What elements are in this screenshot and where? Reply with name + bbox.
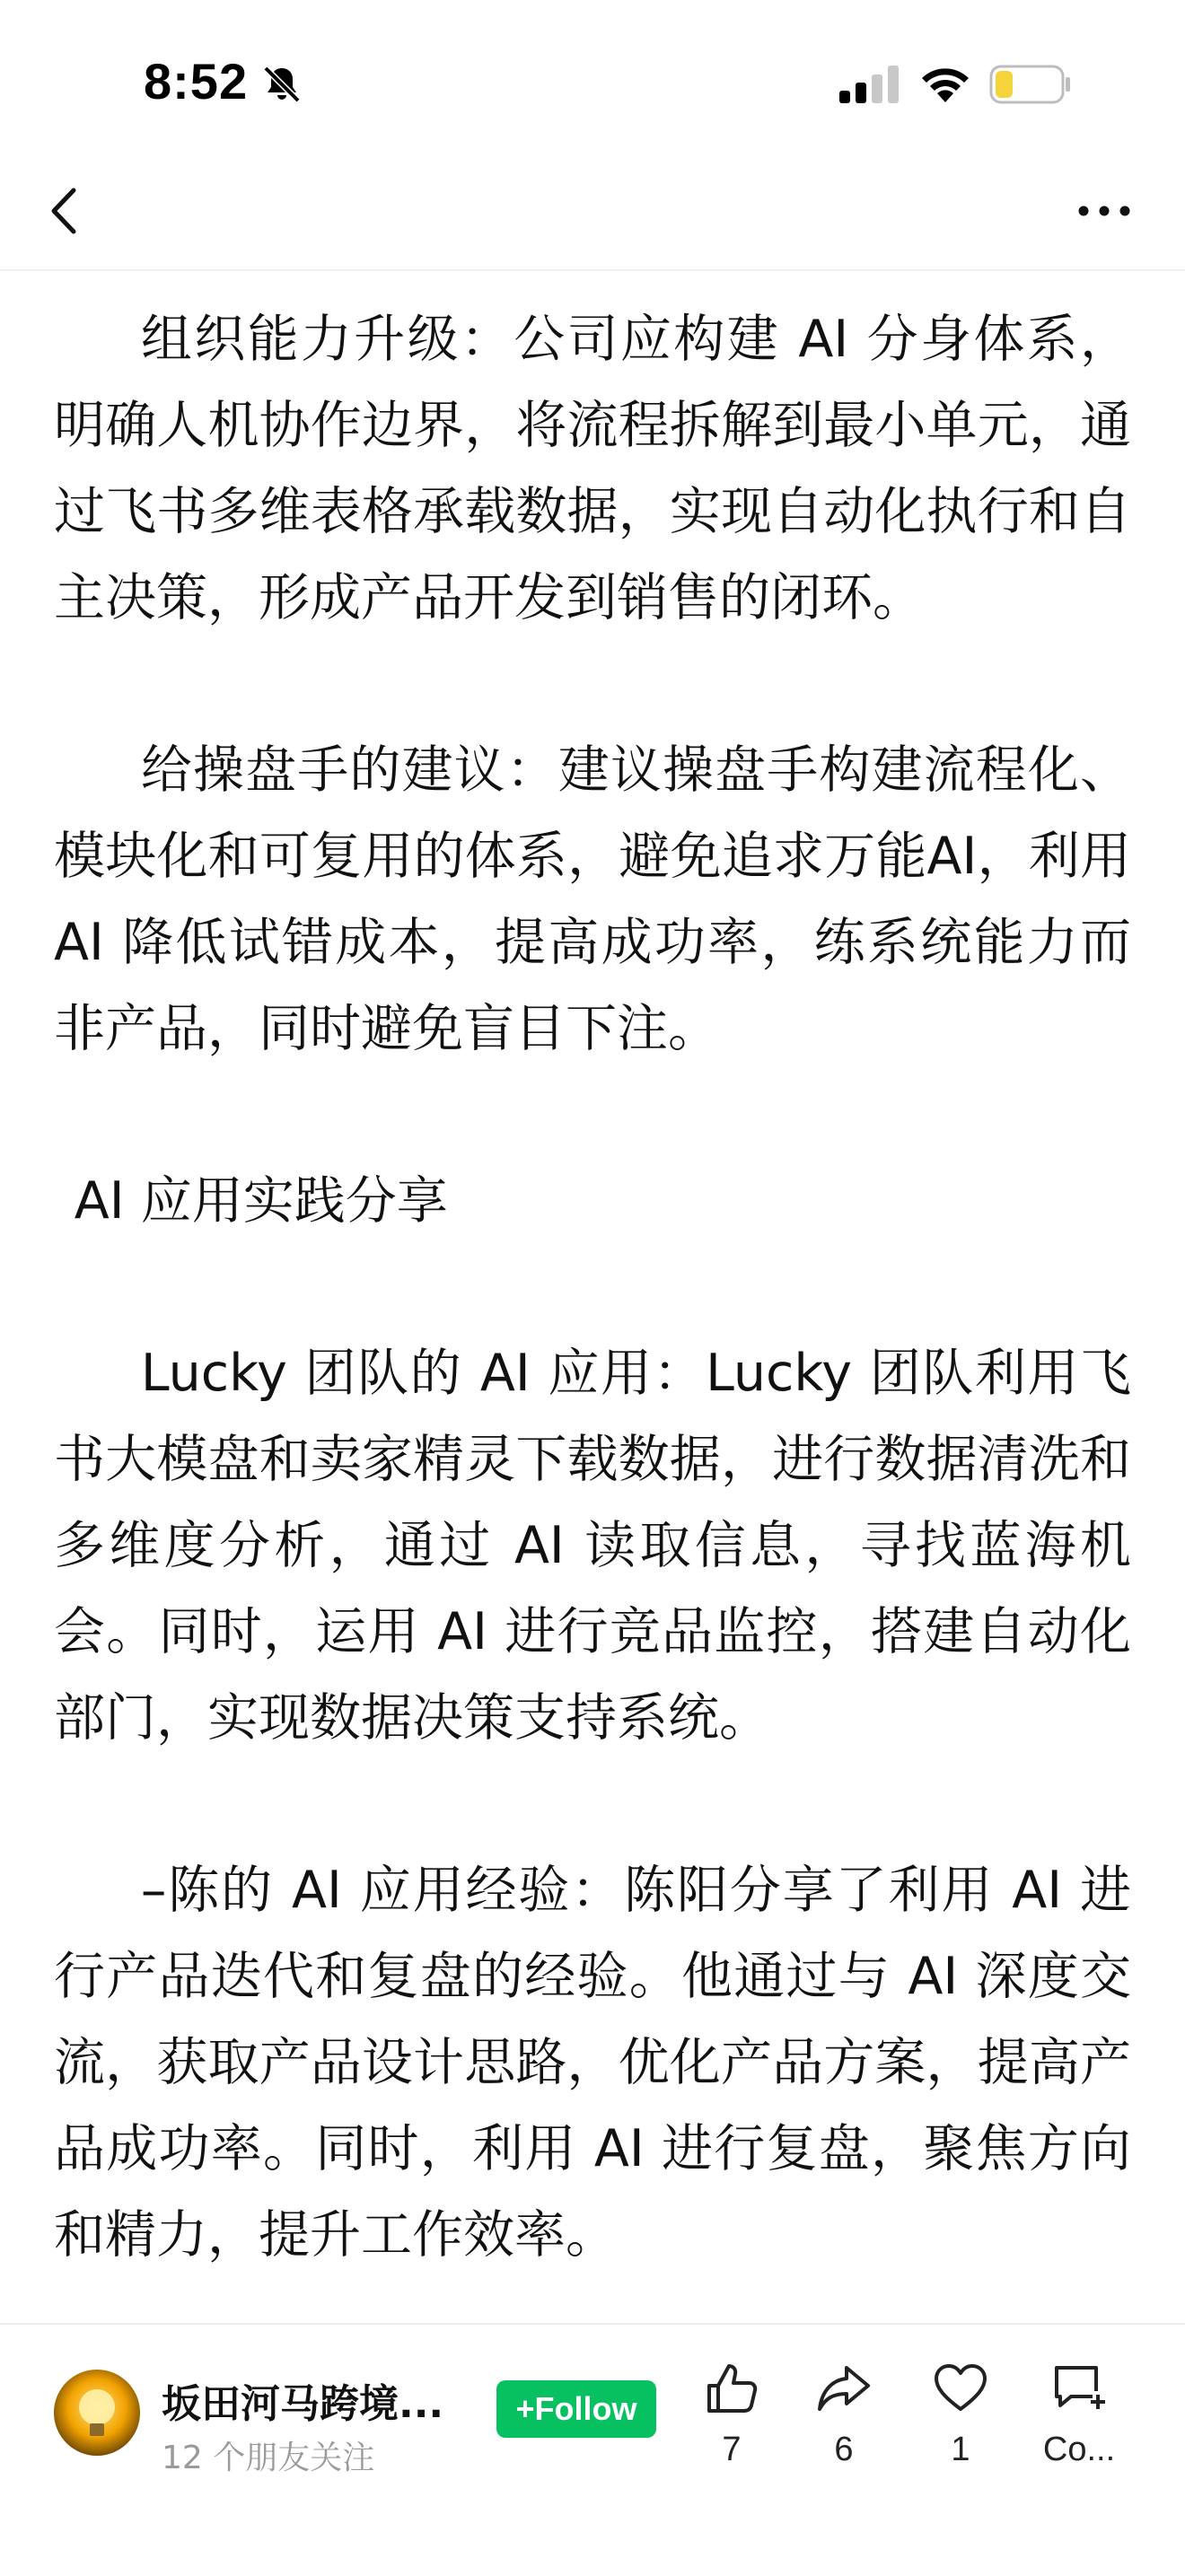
article-section-heading: AI 应用实践分享 [74,1171,448,1231]
like-button[interactable] [678,2359,786,2469]
status-bar [0,0,1185,153]
friends-following-count: 12 个朋友关注 [162,2440,375,2476]
like-count: 7 [722,2431,742,2468]
more-dots-icon [1073,180,1136,242]
thumbs-up-icon [702,2359,761,2418]
cellular-signal-icon [839,66,900,107]
account-name[interactable]: 坂田河马跨境... [162,2381,444,2427]
article-paragraph: 组织能力升级：公司应构建 AI 分身体系，明确人机协作边界，将流程拆解到最小单元，通过飞书多维表格承载数据，实现自动化执行和自主决策，形成产品开发到销售的闭环。 [54,310,1131,627]
bottom-action-bar [0,2323,1185,2576]
heart-icon [931,2359,990,2418]
share-count: 6 [834,2431,854,2468]
comment-add-icon [1049,2359,1109,2418]
lightbulb-icon [54,2370,140,2456]
article-paragraph: –陈的 AI 应用经验：陈阳分享了利用 AI 进行产品迭代和复盘的经验。他通过与 AI 深度交流，获取产品设计思路，优化产品方案，提高产品成功率。同时，利用 AI 进行复盘，聚焦方向和精力，提升工作效率。 [54,1861,1131,2265]
bell-muted-icon [260,63,303,110]
favorite-count: 1 [951,2431,970,2468]
follow-button[interactable]: +Follow [496,2380,656,2438]
status-time: 8:52 [144,53,249,110]
wifi-icon [917,63,973,108]
favorite-button[interactable] [907,2359,1014,2469]
share-arrow-icon [814,2359,873,2418]
battery-icon [989,65,1072,108]
article-paragraph: 给操盘手的建议：建议操盘手构建流程化、模块化和可复用的体系，避免追求万能AI，利用 AI 降低试错成本，提高成功率，练系统能力而非产品，同时避免盲目下注。 [54,740,1131,1058]
back-button[interactable] [36,180,99,242]
chevron-left-icon [36,180,99,242]
article-body [54,296,1131,2320]
comment-label: Co... [1042,2431,1116,2468]
article-paragraph: Lucky 团队的 AI 应用：Lucky 团队利用飞书大模盘和卖家精灵下载数据，进行数据清洗和多维度分析，通过 AI 读取信息，寻找蓝海机会。同时，运用 AI 进行竞品监控，搭建自动化部门，实现数据决策支持系统。 [54,1344,1131,1748]
account-avatar[interactable] [54,2370,140,2456]
nav-bar [0,153,1185,271]
share-button[interactable] [790,2359,898,2469]
comment-button[interactable] [1025,2359,1133,2469]
more-options-button[interactable] [1073,180,1136,242]
